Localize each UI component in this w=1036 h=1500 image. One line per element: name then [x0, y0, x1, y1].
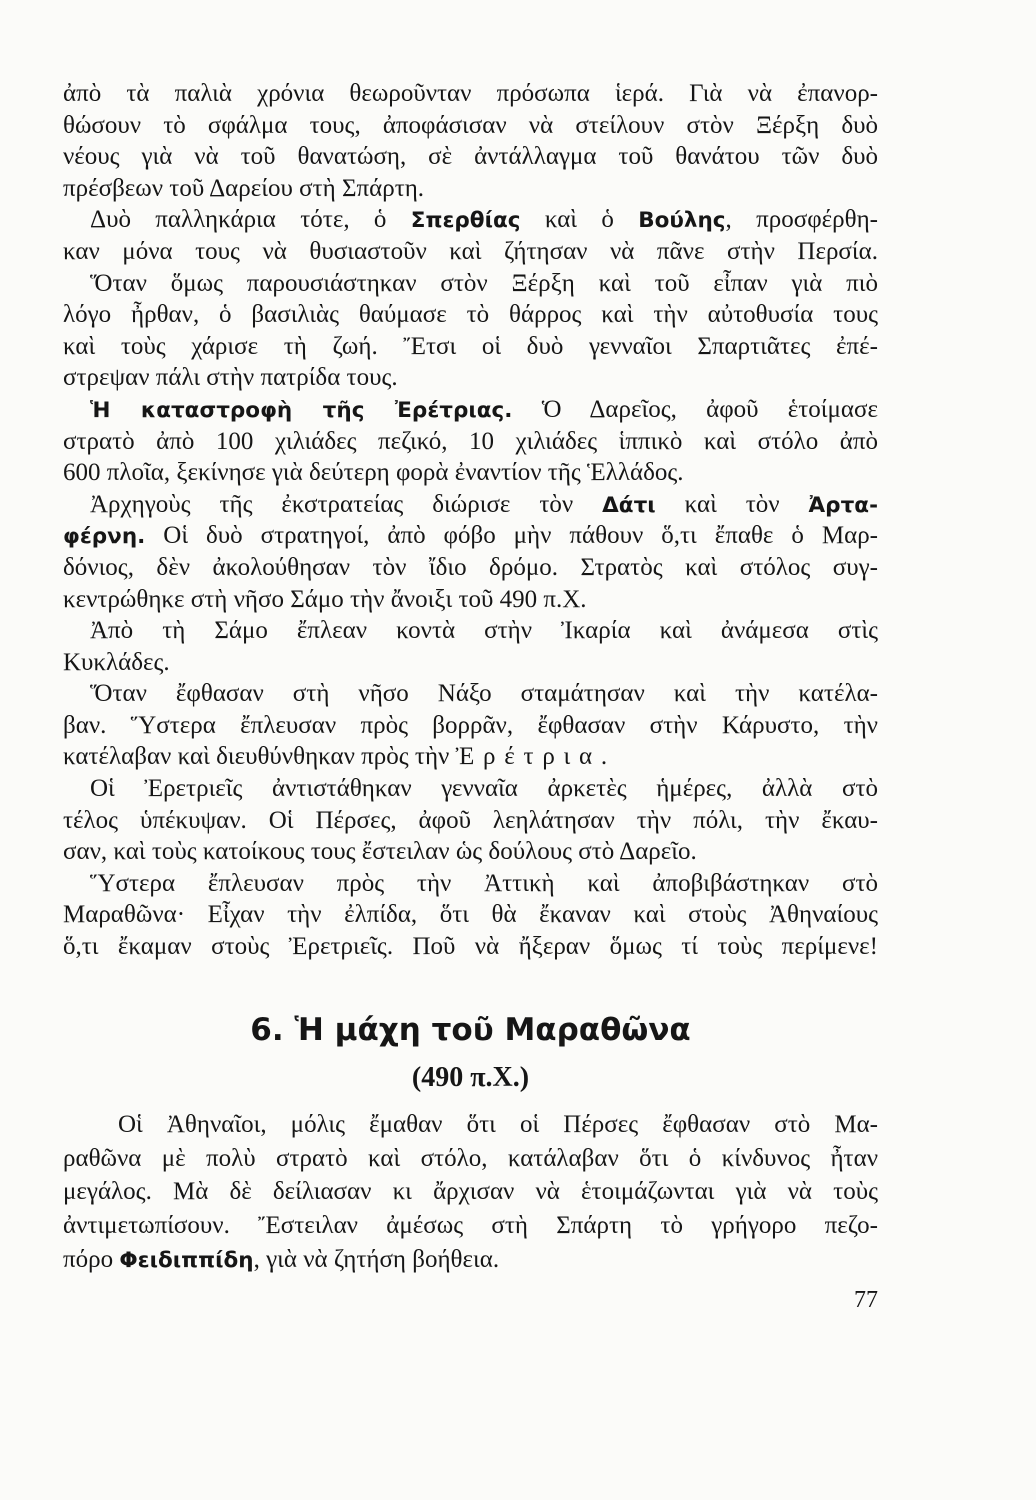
text-run: Δυὸ παλληκάρια τότε, ὁ	[90, 206, 411, 234]
text-line	[63, 741, 878, 773]
text-line	[63, 299, 878, 331]
text-run: ραθῶνα μὲ πολὺ στρατὸ καὶ στόλο, κατάλαβαν ὅτι ὁ κίνδυνος ἦταν	[63, 1144, 878, 1172]
text-line	[63, 931, 878, 963]
text-run: ἀπὸ τὰ παλιὰ χρόνια θεωροῦνταν πρόσωπα ἱερά. Γιὰ νὰ ἐπανορ-	[63, 80, 878, 107]
text-run: .	[600, 743, 608, 771]
text-run: νέους γιὰ νὰ τοῦ θανατώση, σὲ ἀντάλλαγμα τοῦ θανάτου τῶν δυὸ	[63, 143, 878, 171]
line-content	[90, 204, 878, 237]
text-line	[63, 173, 878, 205]
text-line	[63, 110, 878, 142]
line-content	[118, 1108, 878, 1142]
text-line	[63, 647, 878, 679]
text-line	[63, 268, 878, 300]
line-content	[63, 836, 697, 868]
page-number: 77	[854, 1287, 878, 1313]
text-run: πρέσβεων τοῦ Δαρείου στὴ Σπάρτη.	[63, 174, 425, 202]
text-line	[63, 584, 878, 616]
text-line	[63, 141, 878, 173]
text-line	[63, 836, 878, 868]
text-run: στρεψαν πάλι στὴν πατρίδα τους.	[63, 364, 398, 392]
line-content	[90, 615, 878, 647]
text-line	[63, 78, 878, 110]
text-run: 600 πλοῖα, ξεκίνησε γιὰ δεύτερη φορὰ ἐναντίον τῆς Ἑλλάδος.	[63, 459, 684, 487]
line-content	[90, 268, 878, 300]
section-date: (490 π.Χ.)	[411, 1062, 530, 1093]
text-run: Ὕστερα ἔπλευσαν πρὸς τὴν Ἀττικὴ καὶ ἀποβιβάστηκαν στὸ	[90, 869, 878, 897]
body-text	[63, 78, 878, 963]
line-content	[63, 710, 878, 742]
text-line	[63, 520, 878, 552]
line-content	[63, 805, 878, 837]
line-content	[63, 141, 878, 173]
line-content	[63, 931, 878, 963]
line-content	[63, 647, 170, 679]
text-run: καὶ τὸν	[655, 490, 809, 518]
text-run: ὅ,τι ἔκαμαν στοὺς Ἐρετριεῖς. Ποῦ νὰ ἤξεραν ὅμως τί τοὺς περίμενε!	[63, 933, 878, 961]
text-line	[63, 331, 878, 363]
bold-term: φέρνη.	[63, 524, 146, 550]
text-run: Οἱ δυὸ στρατηγοί, ἀπὸ φόβο μὴν πάθουν ὅ,τι ἔπαθε ὁ Μαρ-	[145, 522, 878, 550]
text-line	[63, 899, 878, 931]
line-content	[63, 1175, 878, 1209]
line-content	[90, 489, 878, 522]
line-content	[63, 426, 878, 458]
text-line	[63, 805, 878, 837]
text-run: κεντρώθηκε στὴ νῆσο Σάμο τὴν ἄνοιξι τοῦ 490 π.Χ.	[63, 585, 587, 613]
text-line	[63, 773, 878, 805]
text-run: Ὅταν ὅμως παρουσιάστηκαν στὸν Ξέρξη καὶ τοῦ εἶπαν γιὰ πιὸ	[90, 269, 878, 297]
text-line	[63, 1142, 878, 1176]
text-line	[63, 204, 878, 236]
line-content	[63, 552, 878, 584]
bold-heading-run: Ἡ καταστροφὴ τῆς Ἐρέτριας.	[90, 397, 513, 423]
bold-term: Ἀρτα-	[808, 492, 878, 518]
line-content	[63, 1209, 878, 1243]
line-content	[63, 584, 587, 616]
text-line	[63, 1175, 878, 1209]
text-line	[63, 1209, 878, 1243]
text-run: πόρο	[63, 1245, 120, 1273]
bold-term: Δάτι	[602, 492, 656, 518]
line-content	[63, 1243, 499, 1278]
text-run: Μαραθῶνα· Εἶχαν τὴν ἐλπίδα, ὅτι θὰ ἔκαναν καὶ στοὺς Ἀθηναίους	[63, 901, 878, 929]
text-line	[63, 710, 878, 742]
line-content	[63, 741, 607, 773]
text-line	[63, 362, 878, 394]
bold-term: Βούλης	[638, 208, 726, 234]
line-content	[63, 331, 878, 363]
text-line	[63, 615, 878, 647]
text-run: καν μόνα τους νὰ θυσιαστοῦν καὶ ζήτησαν νὰ πᾶνε στὴν Περσία.	[63, 237, 878, 265]
text-run: θώσουν τὸ σφάλμα τους, ἀποφάσισαν νὰ στείλουν στὸν Ξέρξη δυὸ	[63, 111, 878, 139]
line-content	[63, 110, 878, 142]
line-content	[90, 773, 878, 805]
text-run: δόνιος, δὲν ἀκολούθησαν τὸν ἴδιο δρόμο. Στρατὸς καὶ στόλος συγ-	[63, 553, 878, 581]
text-run: βαν. Ὕστερα ἔπλευσαν πρὸς βορρᾶν, ἔφθασαν στὴν Κάρυστο, τὴν	[63, 711, 878, 739]
bold-term: Σπερθίας	[410, 208, 521, 234]
text-line	[63, 552, 878, 584]
text-line	[63, 1243, 878, 1277]
line-content	[63, 78, 878, 110]
text-run: λόγο ἦρθαν, ὁ βασιλιὰς θαύμασε τὸ θάρρος καὶ τὴν αὐτοθυσία τους	[63, 301, 878, 329]
line-content	[63, 457, 684, 489]
text-run: Κυκλάδες.	[63, 648, 170, 676]
bold-term: Φειδιππίδη	[119, 1247, 254, 1273]
line-content	[90, 394, 878, 427]
text-run: Ἀρχηγοὺς τῆς ἐκστρατείας διώρισε τὸν	[90, 490, 603, 518]
text-line	[63, 1108, 878, 1142]
text-run: ἀντιμετωπίσουν. Ἔστειλαν ἀμέσως στὴ Σπάρτη τὸ γρήγορο πεζο-	[63, 1212, 878, 1240]
line-content	[90, 678, 878, 710]
text-run: τέλος ὑπέκυψαν. Οἱ Πέρσες, ἀφοῦ λεηλάτησαν τὴν πόλι, τὴν ἔκαυ-	[63, 806, 878, 834]
spaced-term: Ἐρέτρια	[455, 743, 601, 771]
text-run: Οἱ Ἀθηναῖοι, μόλις ἔμαθαν ὅτι οἱ Πέρσες ἔφθασαν στὸ Μα-	[118, 1111, 878, 1138]
text-line	[63, 678, 878, 710]
line-content	[63, 236, 878, 268]
text-line	[63, 394, 878, 426]
line-content	[90, 868, 878, 900]
text-line	[63, 868, 878, 900]
line-content	[63, 1142, 878, 1176]
text-run: Ὅταν ἔφθασαν στὴ νῆσο Νάξο σταμάτησαν καὶ τὴν κατέλα-	[90, 680, 878, 708]
text-run: Οἱ Ἐρετριεῖς ἀντιστάθηκαν γενναῖα ἀρκετὲς ἡμέρες, ἀλλὰ στὸ	[90, 775, 878, 803]
section-text	[63, 1108, 878, 1276]
line-content	[63, 899, 878, 931]
text-run: κατέλαβαν καὶ διευθύνθηκαν πρὸς τὴν	[63, 743, 456, 771]
text-run: , προσφέρθη-	[725, 206, 878, 234]
text-line	[63, 457, 878, 489]
text-run: σαν, καὶ τοὺς κατοίκους τους ἔστειλαν ὡς δούλους στὸ Δαρεῖο.	[63, 838, 697, 866]
text-line	[63, 426, 878, 458]
text-line	[63, 236, 878, 268]
line-content	[63, 299, 878, 331]
text-run: Ἀπὸ τὴ Σάμο ἔπλεαν κοντὰ στὴν Ἰκαρία καὶ ἀνάμεσα στὶς	[90, 617, 878, 645]
text-run: μεγάλος. Μὰ δὲ δείλιασαν κι ἄρχισαν νὰ ἑτοιμάζωνται γιὰ νὰ τοὺς	[63, 1178, 878, 1206]
line-content	[63, 362, 398, 394]
text-run: καὶ τοὺς χάρισε τὴ ζωή. Ἔτσι οἱ δυὸ γενναῖοι Σπαρτιᾶτες ἐπέ-	[63, 332, 878, 360]
text-run: στρατὸ ἀπὸ 100 χιλιάδες πεζικό, 10 χιλιάδες ἱππικὸ καὶ στόλο ἀπὸ	[63, 427, 878, 455]
text-line	[63, 489, 878, 521]
text-run: Ὁ Δαρεῖος, ἀφοῦ ἑτοίμασε	[512, 395, 878, 423]
line-content	[63, 520, 878, 553]
line-content	[63, 173, 424, 205]
text-run: καὶ ὁ	[520, 206, 639, 234]
text-run: , γιὰ νὰ ζητήση βοήθεια.	[253, 1245, 500, 1273]
section-heading: 6. Ἡ μάχη τοῦ Μαραθῶνα	[250, 1012, 691, 1048]
